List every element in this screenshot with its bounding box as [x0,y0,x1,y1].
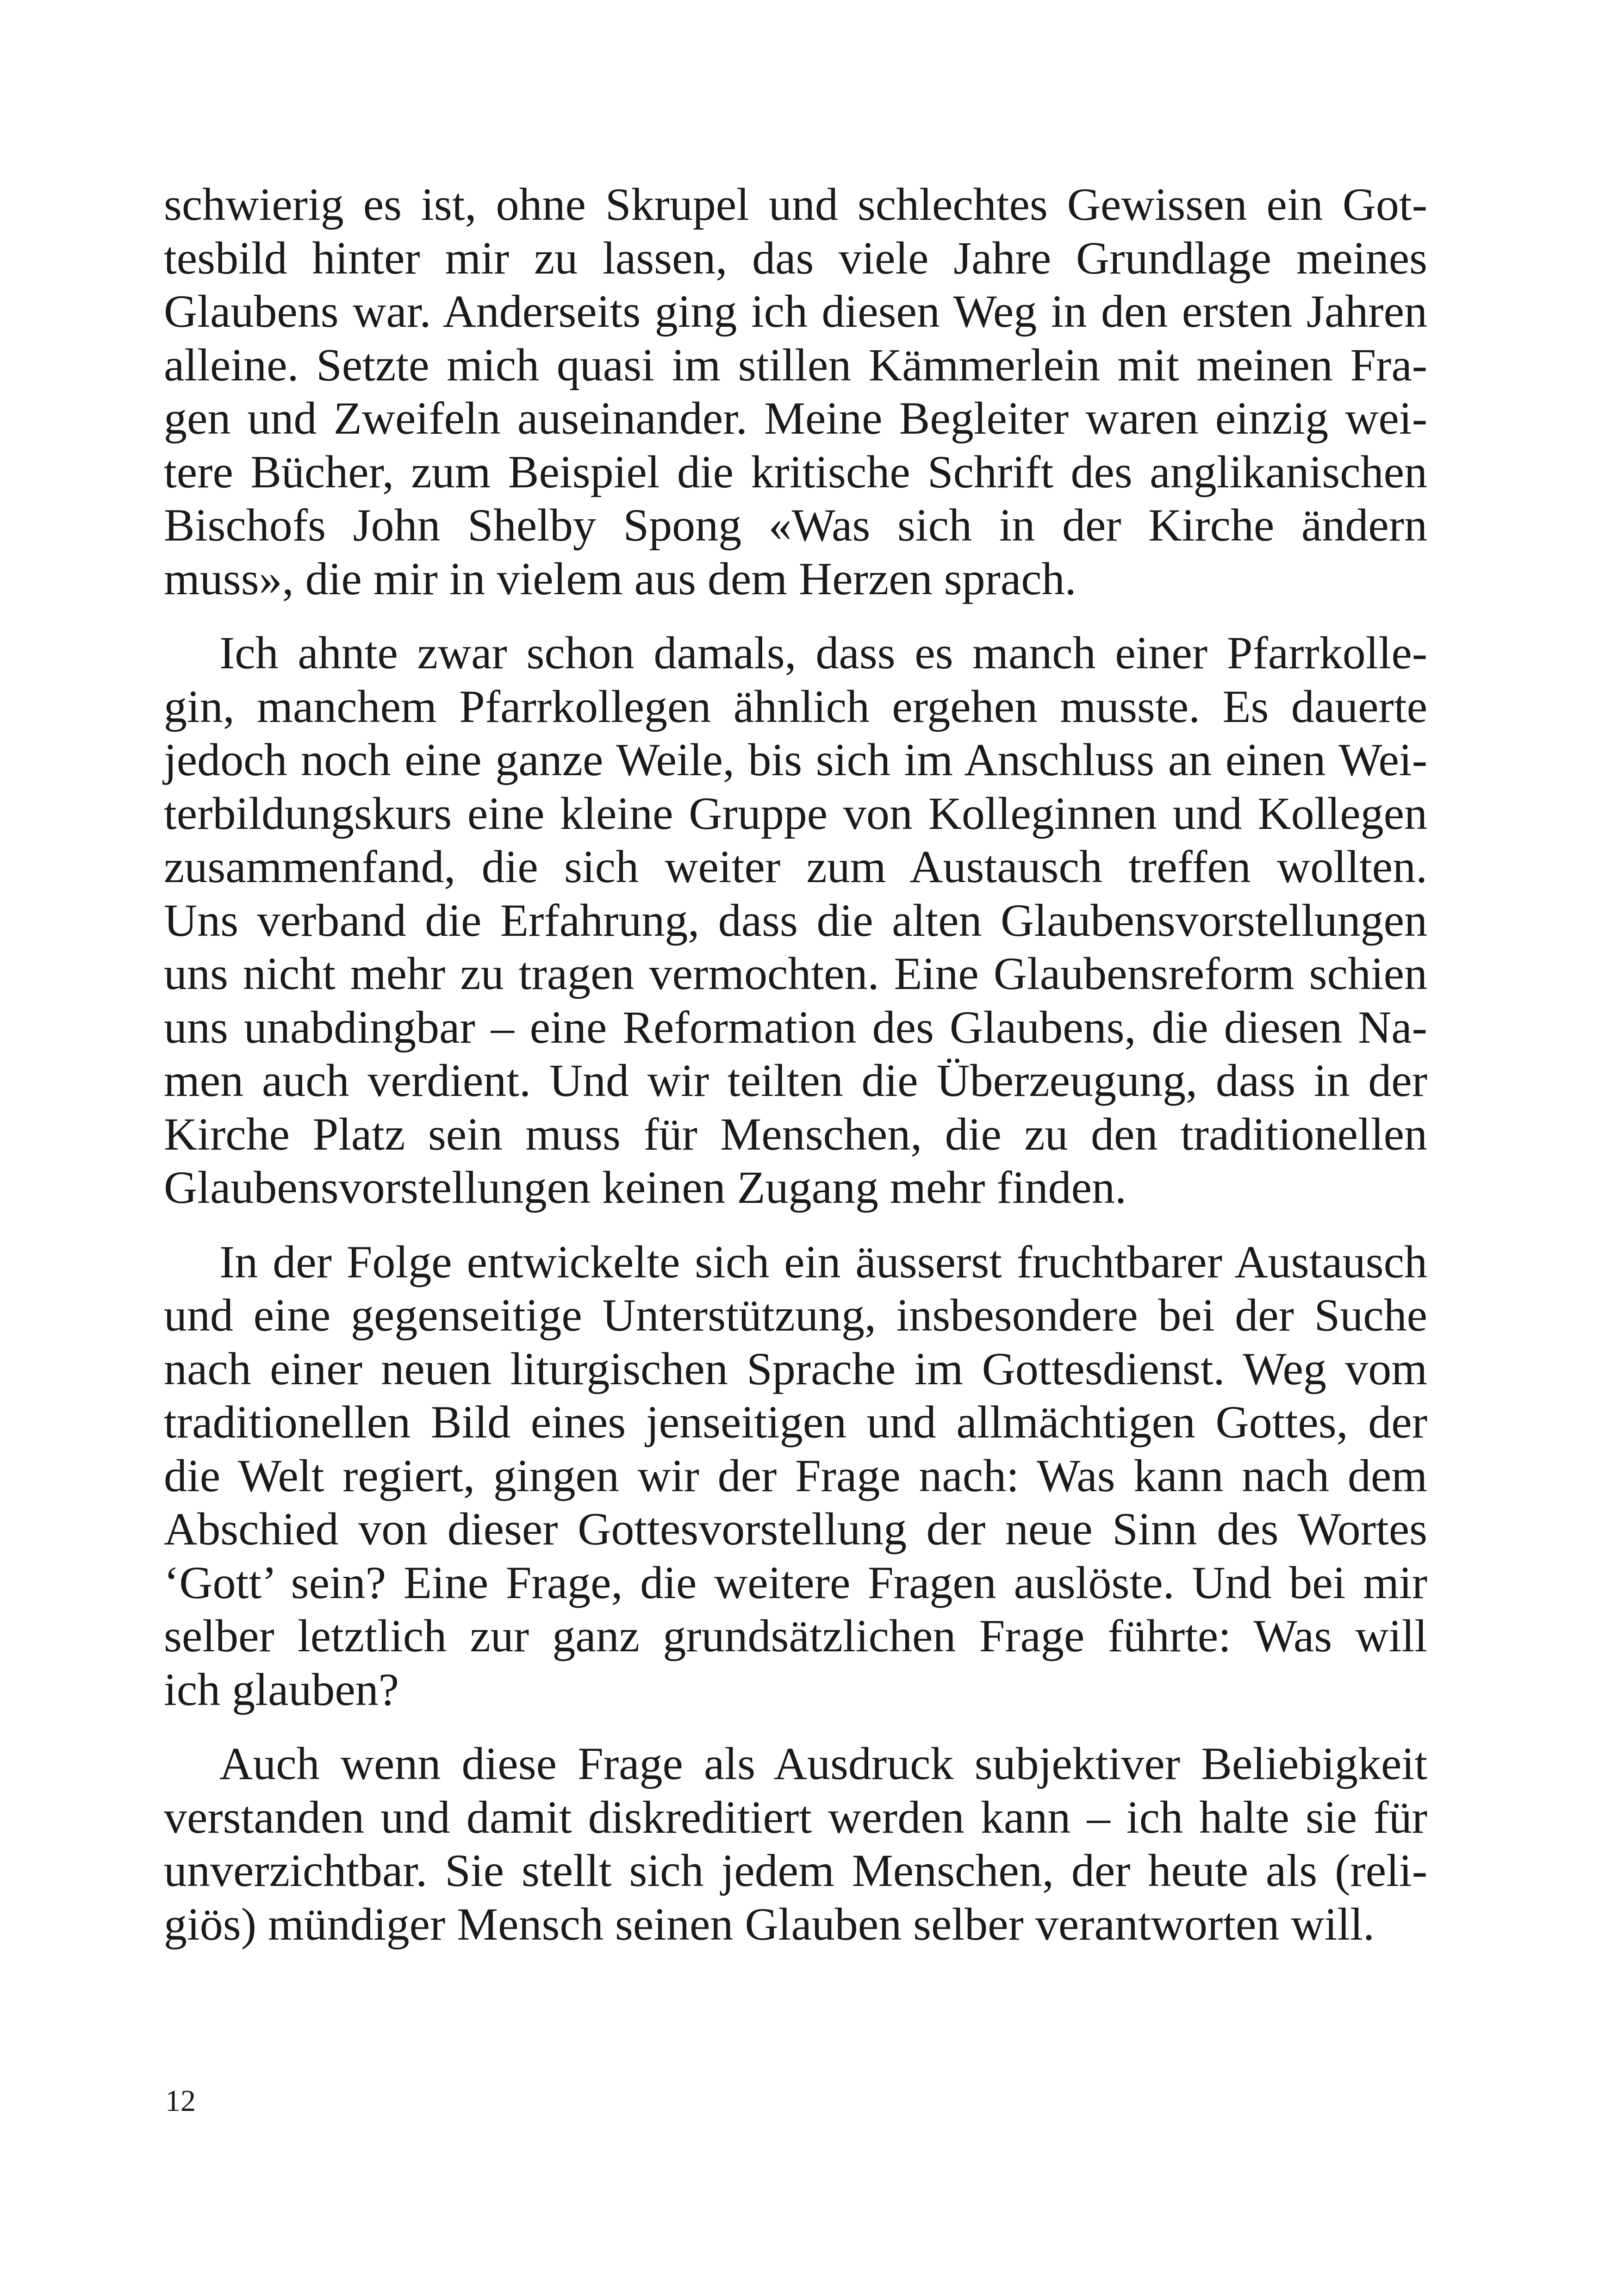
text-line: muss», die mir in vielem aus dem Herzen sprach. [164,553,1077,604]
text-line: uns nicht mehr zu tragen vermochten. Eine Glaubensreform schien [164,948,1427,999]
text-line: selber letztlich zur ganz grundsätzlichen Frage führte: Was will [164,1610,1427,1661]
text-line: schwierig es ist, ohne Skrupel und schlechtes Gewissen ein Got- [164,179,1427,230]
text-line: giös) mündiger Mensch seinen Glauben selber verantworten will. [164,1898,1375,1950]
text-line: und eine gegenseitige Unterstützung, insbesondere bei der Suche [164,1289,1427,1341]
text-line: verstanden und damit diskreditiert werden kann – ich halte sie für [164,1791,1427,1843]
page-number: 12 [165,2084,196,2118]
text-line: gen und Zweifeln auseinander. Meine Begleiter waren einzig wei- [164,392,1427,444]
paragraph-2 [164,626,1427,1214]
text-line: terbildungskurs eine kleine Gruppe von Kolleginnen und Kollegen [164,787,1427,839]
text-line: Bischofs John Shelby Spong «Was sich in der Kirche ändern [164,499,1427,551]
text-line: nach einer neuen liturgischen Sprache im Gottesdienst. Weg vom [164,1343,1427,1394]
paragraph-1 [164,178,1427,605]
text-line: In der Folge entwickelte sich ein äusserst fruchtbarer Austausch [219,1236,1427,1288]
text-line: men auch verdient. Und wir teilten die Überzeugung, dass in der [164,1055,1427,1106]
text-line: ‘Gott’ sein? Eine Frage, die weitere Fragen auslöste. Und bei mir [164,1556,1427,1608]
text-line: Ich ahnte zwar schon damals, dass es manch einer Pfarrkolle- [219,627,1427,678]
text-line: Abschied von dieser Gottesvorstellung der neue Sinn des Wortes [164,1503,1427,1555]
text-line: tesbild hinter mir zu lassen, das viele Jahre Grundlage meines [164,232,1427,284]
text-line: die Welt regiert, gingen wir der Frage nach: Was kann nach dem [164,1450,1427,1501]
text-line: Uns verband die Erfahrung, dass die alten Glaubensvorstellungen [164,894,1427,946]
text-line: jedoch noch eine ganze Weile, bis sich im Anschluss an einen Wei- [164,734,1427,785]
text-line: Auch wenn diese Frage als Ausdruck subjektiver Beliebigkeit [219,1738,1427,1789]
text-line: ich glauben? [164,1663,399,1715]
text-line: tere Bücher, zum Beispiel die kritische Schrift des anglikanischen [164,446,1427,498]
text-line: Kirche Platz sein muss für Menschen, die zu den traditionellen [164,1108,1427,1160]
text-line: uns unabdingbar – eine Reformation des Glaubens, die diesen Na- [164,1001,1427,1053]
text-line: zusammenfand, die sich weiter zum Austausch treffen wollten. [164,841,1427,892]
paragraph-4 [164,1737,1427,1951]
text-line: alleine. Setzte mich quasi im stillen Kämmerlein mit meinen Fra- [164,339,1427,391]
text-line: gin, manchem Pfarrkollegen ähnlich ergehen musste. Es dauerte [164,680,1427,732]
text-line: unverzichtbar. Sie stellt sich jedem Menschen, der heute als (reli- [164,1845,1427,1896]
page-body [164,178,1427,1951]
text-line: Glaubensvorstellungen keinen Zugang mehr finden. [164,1162,1126,1213]
text-line: traditionellen Bild eines jenseitigen und allmächtigen Gottes, der [164,1396,1427,1448]
paragraph-3 [164,1235,1427,1717]
text-line: Glaubens war. Anderseits ging ich diesen Weg in den ersten Jahren [164,286,1427,337]
